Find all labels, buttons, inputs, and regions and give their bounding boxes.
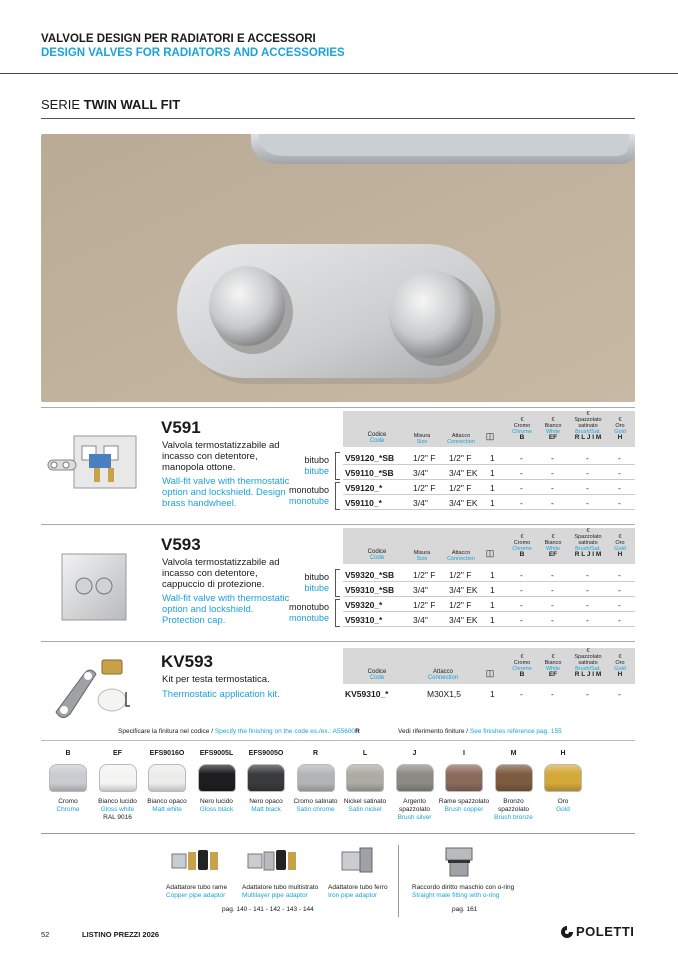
header-title-en: DESIGN VALVES FOR RADIATORS AND ACCESSORIES xyxy=(41,47,345,59)
group-brace xyxy=(335,599,340,627)
hero-photo xyxy=(41,134,635,402)
table-row: V59310_*SB 3/4" 3/4" EK 1 - - - - xyxy=(343,582,635,597)
table-row: V59120_*SB 1/2" F 1/2" F 1 - - - - xyxy=(343,450,635,465)
section-divider xyxy=(41,740,635,741)
adapter-label: Adattatore tubo multistrato Multilayer pipe adaptor xyxy=(242,884,319,899)
finish-name: Nickel satinato Satin nickel xyxy=(343,798,387,813)
group-brace xyxy=(335,482,340,510)
finish-code: M xyxy=(510,750,517,757)
finish-cap-image xyxy=(445,764,483,792)
finish-name: Cromo Chrome xyxy=(56,798,80,813)
product-desc-en: Wall-fit valve with thermostatic option and lockshield. Design brass handwheel. xyxy=(162,476,290,509)
finish-code: H xyxy=(560,750,566,757)
adapter-label: Adattatore tubo ferro Iron pipe adaptor xyxy=(328,884,388,899)
finish-swatch xyxy=(438,749,490,814)
product-desc-it: Valvola termostatizzabile ad incasso con detentore, manopola ottone. xyxy=(162,440,280,473)
finish-name: Nero lucido Gloss black xyxy=(199,798,234,813)
finish-swatch xyxy=(240,749,292,814)
th-connection: Attacco Connection xyxy=(427,669,459,681)
adapter-divider xyxy=(398,845,399,917)
finish-code: L xyxy=(362,750,368,757)
finish-name: Bianco lucido Gloss white RAL 9016 xyxy=(98,798,137,821)
th-gold: € Oro Gold H xyxy=(614,534,626,558)
serie-divider xyxy=(41,118,635,119)
header-divider xyxy=(0,73,678,74)
product-code: V593 xyxy=(161,535,201,554)
table-row: V59110_* 3/4" 3/4" EK 1 - - - - xyxy=(343,495,635,510)
poletti-logo-icon xyxy=(560,925,574,939)
finish-cap-image xyxy=(99,764,137,792)
finish-cap-image xyxy=(247,764,285,792)
group-brace xyxy=(335,452,340,480)
group-bitube: bitubo bitube xyxy=(304,455,329,476)
group-monotube: monotubo monotube xyxy=(288,485,329,506)
th-chrome: € Cromo Chrome B xyxy=(512,654,532,678)
finish-name: Argento spazzolato Brush silver xyxy=(397,798,432,821)
table-row: V59110_*SB 3/4" 3/4" EK 1 - - - - xyxy=(343,465,635,480)
finish-swatch xyxy=(537,749,589,814)
th-code: Codice Code xyxy=(367,549,387,561)
finish-code: EF xyxy=(113,750,122,757)
adapter-label: Raccordo diritto maschio con o-ring Straight male fitting with o-ring xyxy=(412,884,515,899)
finish-cap-image xyxy=(346,764,384,792)
th-chrome: € Cromo Chrome B xyxy=(512,534,532,558)
box-icon: ◫ xyxy=(485,548,495,558)
finish-code: EFS9016O xyxy=(149,750,185,757)
section-divider xyxy=(41,524,635,525)
product-desc-en: Wall-fit valve with thermostatic option and lockshield. Protection cap. xyxy=(162,593,290,626)
page-reference: pag. 161 xyxy=(452,906,478,913)
product-desc-it: Kit per testa termostatica. xyxy=(162,674,270,685)
th-brush: € Spazzolato satinato Brush/Sat. R L J I M xyxy=(574,648,602,678)
finish-swatch xyxy=(290,749,342,814)
finish-cap-image xyxy=(148,764,186,792)
table-row: V59320_*SB 1/2" F 1/2" F 1 - - - - xyxy=(343,567,635,582)
table-row: V59320_* 1/2" F 1/2" F 1 - - - - xyxy=(343,597,635,612)
th-white: € Bianco White EF xyxy=(544,417,562,441)
finish-cap-image xyxy=(198,764,236,792)
table-header xyxy=(343,411,635,447)
th-gold: € Oro Gold H xyxy=(614,417,626,441)
product-code: V591 xyxy=(161,418,201,437)
group-bitube: bitubo bitube xyxy=(304,572,329,593)
page-number: 52 xyxy=(41,930,50,939)
finish-swatch xyxy=(389,749,441,822)
finish-code: EFS9005L xyxy=(199,750,234,757)
th-brush: € Spazzolato satinato Brush/Sat. R L J I M xyxy=(574,411,602,441)
box-icon: ◫ xyxy=(485,431,495,441)
table-row: V59310_* 3/4" 3/4" EK 1 - - - - xyxy=(343,612,635,627)
finish-note: Specificare la finitura nel codice / Specify the finishing on the code es./ex.: A55600R xyxy=(118,728,360,735)
finish-code: EFS9005O xyxy=(248,750,284,757)
finish-name: Oro Gold xyxy=(556,798,570,813)
product-desc-it: Valvola termostatizzabile ad incasso con detentore, cappuccio di protezione. xyxy=(162,557,280,590)
serie-title: SERIE TWIN WALL FIT xyxy=(41,97,181,112)
finish-name: Nero opaco Matt black xyxy=(249,798,283,813)
finish-code: R xyxy=(312,750,319,757)
th-code: Codice Code xyxy=(367,432,387,444)
finish-cap-image xyxy=(297,764,335,792)
th-brush: € Spazzolato satinato Brush/Sat. R L J I M xyxy=(574,528,602,558)
finish-code: J xyxy=(412,750,417,757)
finish-swatch xyxy=(92,749,144,822)
product-code: KV593 xyxy=(161,652,213,671)
group-monotube: monotubo monotube xyxy=(288,602,329,623)
table-row: KV59310_* M30X1,5 1 - - - - xyxy=(345,689,621,699)
section-divider xyxy=(41,833,635,834)
finish-cap-image xyxy=(495,764,533,792)
table-header xyxy=(343,648,635,684)
finish-swatch xyxy=(339,749,391,814)
product-desc-en: Thermostatic application kit. xyxy=(162,689,280,700)
adapter-label: Adattatore tubo rame Copper pipe adaptor xyxy=(166,884,228,899)
product-image-v591 xyxy=(44,432,144,494)
finish-reference-note: Vedi riferimento finiture / See finishes reference pag. 155 xyxy=(398,728,562,735)
finish-cap-image xyxy=(49,764,87,792)
finish-swatch xyxy=(141,749,193,814)
fitting-image xyxy=(440,844,480,880)
brand-logo: POLETTI xyxy=(560,924,634,939)
th-size: Misura Size xyxy=(413,550,431,562)
th-code: Codice Code xyxy=(367,669,387,681)
box-icon: ◫ xyxy=(485,668,495,678)
page-reference: pag. 140 - 141 - 142 - 143 - 144 xyxy=(222,906,314,913)
adapter-images xyxy=(168,842,408,880)
table-header xyxy=(343,528,635,564)
header-title-it: VALVOLE DESIGN PER RADIATORI E ACCESSORI xyxy=(41,33,316,45)
section-divider xyxy=(41,407,635,408)
finish-code: B xyxy=(65,750,71,757)
group-brace xyxy=(335,569,340,597)
th-connection: Attacco Connection xyxy=(447,550,475,562)
footer-title: LISTINO PREZZI 2026 xyxy=(82,930,160,939)
product-image-kv593 xyxy=(50,654,140,724)
finish-name: Cromo satinato Satin chrome xyxy=(293,798,338,813)
product-image-v593 xyxy=(58,550,130,624)
section-divider xyxy=(41,641,635,642)
finish-name: Bianco opaco Matt white xyxy=(147,798,187,813)
finish-cap-image xyxy=(396,764,434,792)
finish-cap-image xyxy=(544,764,582,792)
th-white: € Bianco White EF xyxy=(544,534,562,558)
finish-swatch xyxy=(191,749,243,814)
th-connection: Attacco Connection xyxy=(447,433,475,445)
finish-name: Rame spazzolato Brush copper xyxy=(438,798,490,813)
th-size: Misura Size xyxy=(413,433,431,445)
finish-swatch xyxy=(42,749,94,814)
th-white: € Bianco White EF xyxy=(544,654,562,678)
finish-swatch xyxy=(488,749,540,822)
th-gold: € Oro Gold H xyxy=(614,654,626,678)
th-chrome: € Cromo Chrome B xyxy=(512,417,532,441)
table-row: V59120_* 1/2" F 1/2" F 1 - - - - xyxy=(343,480,635,495)
finish-name: Bronzo spazzolato Brush bronze xyxy=(494,798,533,821)
finish-code: I xyxy=(463,750,465,757)
